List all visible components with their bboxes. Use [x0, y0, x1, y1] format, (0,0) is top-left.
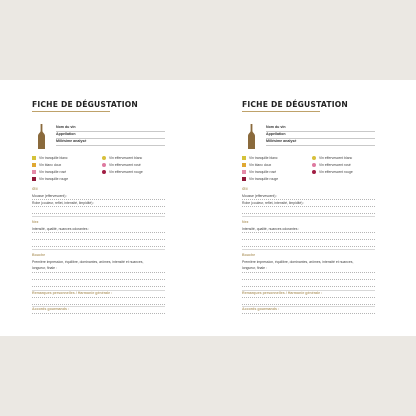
id-field-label: Millésime analysé	[56, 139, 87, 143]
section-prompt: Mousse (effervescent) :	[242, 194, 278, 198]
title-underline	[242, 111, 320, 112]
section-prompt: Robe (couleur, reflet, intensité, limpidité) :	[242, 201, 305, 205]
section-prompt: Première impression, équilibre, dominantes, arômes, intensité et nuances,	[242, 260, 354, 264]
writing-line	[242, 304, 375, 305]
wine-color-label: Vin tranquille rosé	[39, 169, 67, 174]
section-title: Remarques personnelles / Harmonie générale :	[32, 291, 113, 295]
writing-line	[32, 232, 165, 233]
wine-bottle-icon	[248, 124, 255, 149]
color-swatch-icon	[32, 170, 36, 174]
writing-line	[32, 286, 165, 287]
sheet-title: FICHE DE DÉGUSTATION	[32, 100, 138, 109]
wine-color-label: Vin effervescent rouge	[109, 169, 143, 174]
color-swatch-icon	[102, 170, 106, 174]
color-swatch-icon	[312, 156, 316, 160]
color-swatch-icon	[32, 156, 36, 160]
wine-bottle-icon	[38, 124, 45, 149]
section-title: Nez	[32, 220, 39, 224]
tasting-sheet-left	[32, 80, 192, 336]
color-swatch-icon	[312, 170, 316, 174]
section-prompt: longueur, finale :	[242, 266, 267, 270]
section-title: Accords gourmands :	[32, 307, 70, 311]
section-divider	[32, 290, 165, 291]
wine-color-label: Vin blanc doux	[249, 162, 272, 167]
color-swatch-icon	[242, 163, 246, 167]
section-prompt: Intensité, qualité, nuances odorantes :	[32, 227, 90, 231]
color-swatch-icon	[32, 177, 36, 181]
id-field-line	[266, 145, 375, 146]
writing-line	[242, 297, 375, 298]
writing-line	[242, 279, 375, 280]
writing-line	[32, 199, 165, 200]
section-prompt: Intensité, qualité, nuances odorantes :	[242, 227, 300, 231]
writing-line	[32, 213, 165, 214]
color-swatch-icon	[242, 177, 246, 181]
section-divider	[242, 216, 375, 217]
section-divider	[32, 249, 165, 250]
section-title: Bouche	[242, 253, 256, 257]
color-swatch-icon	[242, 156, 246, 160]
writing-line	[242, 313, 375, 314]
section-title: Accords gourmands :	[242, 307, 280, 311]
section-prompt: Mousse (effervescent) :	[32, 194, 68, 198]
title-underline	[32, 111, 110, 112]
color-swatch-icon	[102, 156, 106, 160]
sheet-title: FICHE DE DÉGUSTATION	[242, 100, 348, 109]
writing-line	[32, 272, 165, 273]
wine-color-label: Vin blanc doux	[39, 162, 62, 167]
tasting-sheet-right	[242, 80, 402, 336]
section-title: Remarques personnelles / Harmonie générale :	[242, 291, 323, 295]
page-spread	[0, 80, 416, 336]
id-field-label: Nom du vin	[56, 125, 76, 129]
wine-color-label: Vin tranquille rosé	[249, 169, 277, 174]
section-title: Œil	[242, 187, 248, 191]
section-divider	[242, 249, 375, 250]
wine-color-label: Vin tranquille rouge	[39, 176, 69, 181]
id-field-line	[56, 145, 165, 146]
color-swatch-icon	[32, 163, 36, 167]
section-prompt: Première impression, équilibre, dominantes, arômes, intensité et nuances,	[32, 260, 144, 264]
writing-line	[32, 279, 165, 280]
section-title: Œil	[32, 187, 38, 191]
wine-color-label: Vin tranquille blanc	[39, 155, 68, 160]
writing-line	[242, 272, 375, 273]
section-divider	[32, 306, 165, 307]
writing-line	[32, 304, 165, 305]
writing-line	[242, 286, 375, 287]
writing-line	[32, 239, 165, 240]
section-divider	[242, 290, 375, 291]
section-divider	[242, 306, 375, 307]
section-divider	[32, 216, 165, 217]
wine-color-label: Vin effervescent rouge	[319, 169, 353, 174]
id-field-label: Millésime analysé	[266, 139, 297, 143]
section-title: Nez	[242, 220, 249, 224]
writing-line	[242, 246, 375, 247]
writing-line	[32, 313, 165, 314]
writing-line	[242, 239, 375, 240]
wine-color-label: Vin effervescent rosé	[109, 162, 141, 167]
id-field-label: Appellation	[266, 132, 286, 136]
id-field-label: Nom du vin	[266, 125, 286, 129]
color-swatch-icon	[312, 163, 316, 167]
wine-color-label: Vin tranquille rouge	[249, 176, 279, 181]
writing-line	[32, 206, 165, 207]
section-prompt: longueur, finale :	[32, 266, 57, 270]
color-swatch-icon	[242, 170, 246, 174]
id-field-label: Appellation	[56, 132, 76, 136]
writing-line	[242, 206, 375, 207]
writing-line	[32, 246, 165, 247]
color-swatch-icon	[102, 163, 106, 167]
wine-color-label: Vin tranquille blanc	[249, 155, 278, 160]
wine-color-label: Vin effervescent blanc	[109, 155, 143, 160]
writing-line	[242, 213, 375, 214]
wine-color-label: Vin effervescent rosé	[319, 162, 351, 167]
writing-line	[242, 199, 375, 200]
writing-line	[32, 297, 165, 298]
wine-color-label: Vin effervescent blanc	[319, 155, 353, 160]
section-prompt: Robe (couleur, reflet, intensité, limpidité) :	[32, 201, 95, 205]
writing-line	[242, 232, 375, 233]
section-title: Bouche	[32, 253, 46, 257]
